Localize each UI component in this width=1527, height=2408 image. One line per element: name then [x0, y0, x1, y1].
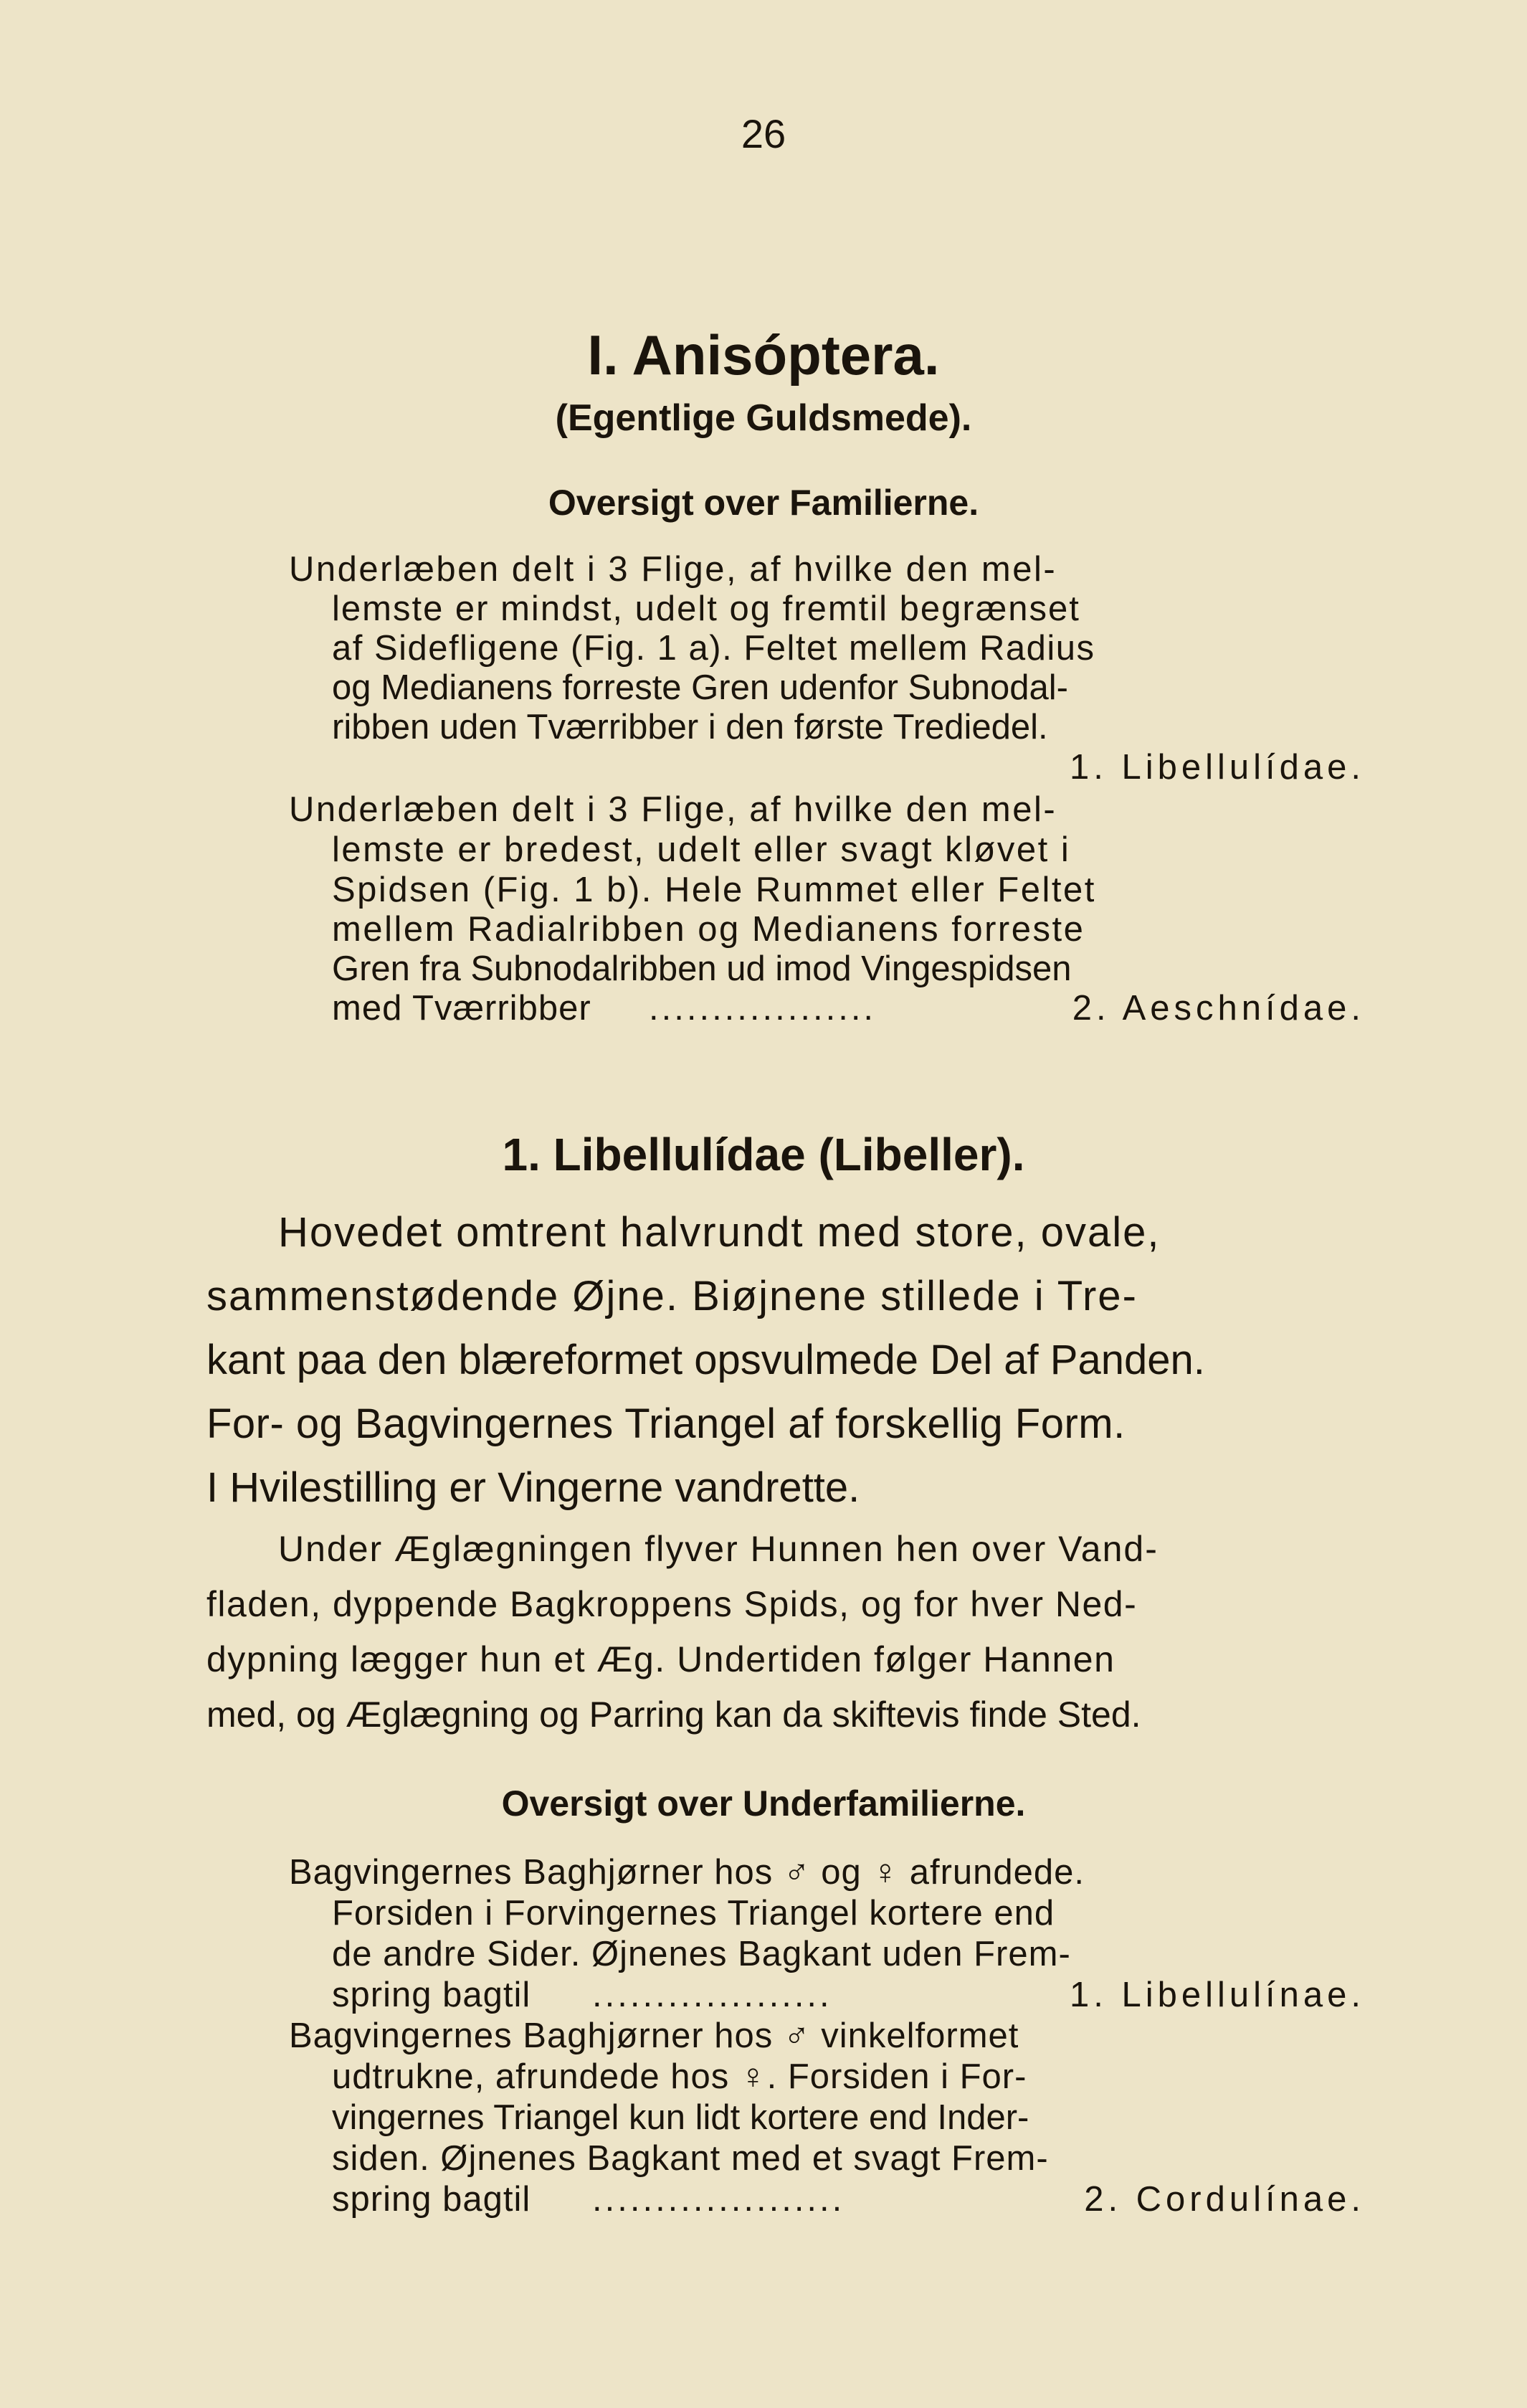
- key-line: Bagvingernes Baghjørner hos ♂ vinkelformet: [289, 2016, 1019, 2055]
- key-line: Gren fra Subnodalribben ud imod Vingespidsen: [332, 949, 1072, 988]
- key-line: Underlæben delt i 3 Flige, af hvilke den mel-: [289, 790, 1057, 829]
- paragraph-line: fladen, dyppende Bagkroppens Spids, og for hver Ned-: [206, 1584, 1138, 1624]
- key-line: vingernes Triangel kun lidt kortere end Inder-: [332, 2098, 1029, 2137]
- page-title: I. Anisóptera.: [587, 323, 940, 387]
- leader-dots: ....................: [592, 2180, 845, 2219]
- families-overview-title: Oversigt over Familierne.: [548, 483, 979, 523]
- key-line: siden. Øjnenes Bagkant med et svagt Frem-: [332, 2139, 1049, 2178]
- key-line: de andre Sider. Øjnenes Bagkant uden Frem-: [332, 1935, 1071, 1973]
- key-line: udtrukne, afrundede hos ♀. Forsiden i For-: [332, 2057, 1027, 2096]
- section-heading: 1. Libellulídae (Libeller).: [502, 1129, 1025, 1180]
- key-result-libellulidae: 1. Libellulídae.: [1069, 748, 1365, 787]
- paragraph-line: sammenstødende Øjne. Biøjnene stillede i Tre-: [206, 1273, 1138, 1319]
- key-line: spring bagtil: [332, 1976, 531, 2014]
- key-line: af Sidefligene (Fig. 1 a). Feltet mellem Radius: [332, 629, 1095, 668]
- paragraph-line: Hovedet omtrent halvrundt med store, ovale,: [278, 1209, 1161, 1256]
- subfamilies-overview-title: Oversigt over Underfamilierne.: [501, 1783, 1026, 1824]
- key-line: Spidsen (Fig. 1 b). Hele Rummet eller Feltet: [332, 871, 1096, 909]
- key-result-aeschnidae: 2. Aeschnídae.: [1072, 989, 1365, 1028]
- key-line: og Medianens forreste Gren udenfor Subnodal-: [332, 668, 1068, 707]
- leader-dots: ...................: [592, 1976, 832, 2014]
- key-result-libellulinae: 1. Libellulínae.: [1069, 1976, 1365, 2014]
- paragraph-line: kant paa den blæreformet opsvulmede Del af Panden.: [206, 1337, 1205, 1383]
- key-result-cordulinae: 2. Cordulínae.: [1084, 2180, 1365, 2219]
- key-line: spring bagtil: [332, 2180, 531, 2219]
- key-line: Bagvingernes Baghjørner hos ♂ og ♀ afrundede.: [289, 1853, 1085, 1892]
- paragraph-line: For- og Bagvingernes Triangel af forskellig Form.: [206, 1400, 1126, 1447]
- key-line: mellem Radialribben og Medianens forreste: [332, 910, 1085, 949]
- key-line: Forsiden i Forvingernes Triangel kortere end: [332, 1894, 1055, 1933]
- key-line: med Tværribber: [332, 989, 591, 1028]
- paragraph-line: med, og Æglægning og Parring kan da skiftevis finde Sted.: [206, 1694, 1141, 1735]
- key-line: lemste er mindst, udelt og fremtil begrænset: [332, 589, 1080, 628]
- paragraph-line: dypning lægger hun et Æg. Undertiden følger Hannen: [206, 1639, 1115, 1679]
- leader-dots: ..................: [649, 989, 877, 1028]
- paragraph-line: I Hvilestilling er Vingerne vandrette.: [206, 1464, 860, 1511]
- page-number: 26: [741, 111, 786, 156]
- page-subtitle: (Egentlige Guldsmede).: [555, 397, 972, 439]
- key-line: lemste er bredest, udelt eller svagt kløvet i: [332, 830, 1071, 869]
- key-line: Underlæben delt i 3 Flige, af hvilke den mel-: [289, 550, 1057, 589]
- paragraph-line: Under Æglægningen flyver Hunnen hen over Vand-: [278, 1529, 1159, 1569]
- key-line: ribben uden Tværribber i den første Trediedel.: [332, 708, 1048, 746]
